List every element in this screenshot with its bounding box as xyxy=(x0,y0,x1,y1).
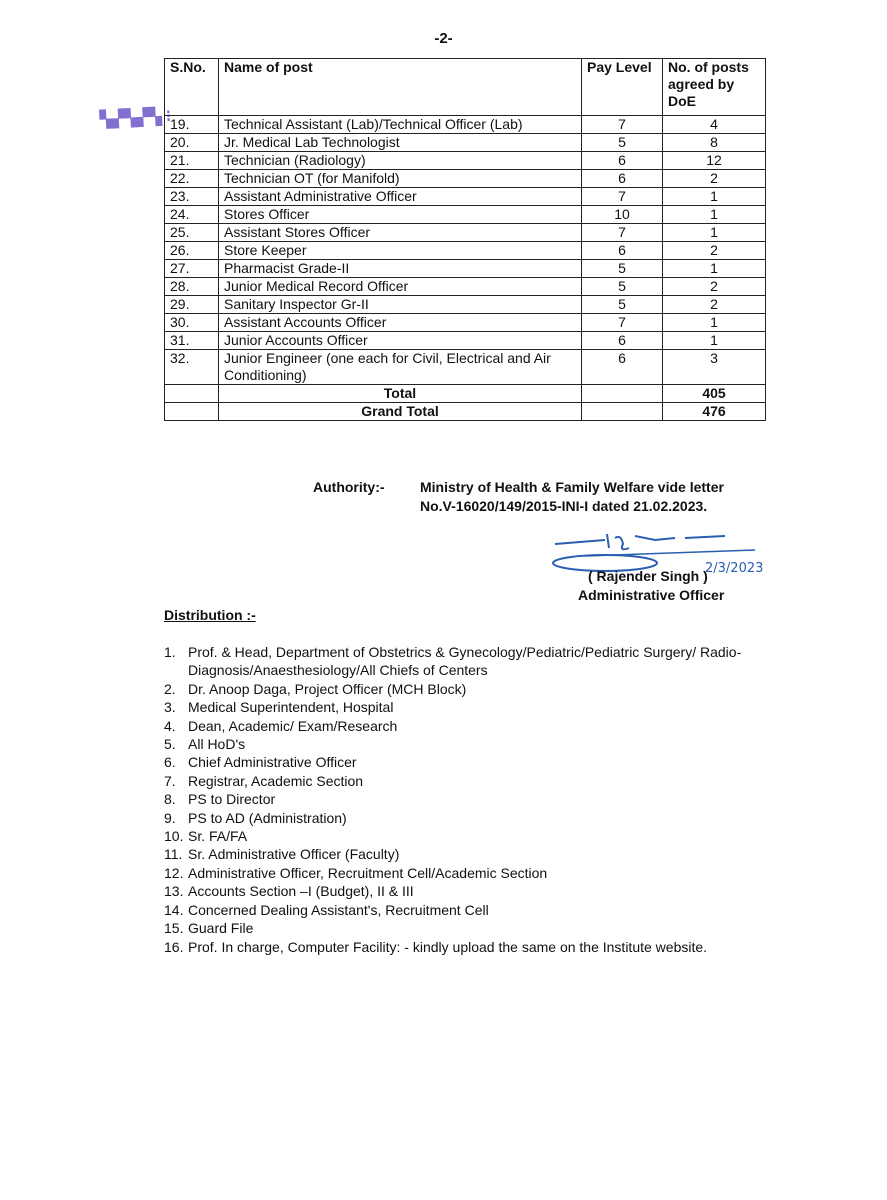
distribution-item xyxy=(164,938,784,956)
cell-pay-level: 7 xyxy=(582,116,663,134)
cell-pay-level: 6 xyxy=(582,242,663,260)
table-row xyxy=(165,152,766,170)
item-text: All HoD's xyxy=(188,736,246,753)
cell-post-name: Assistant Administrative Officer xyxy=(219,188,582,206)
cell-sno: 26. xyxy=(165,242,219,260)
item-number: 1. xyxy=(164,644,176,660)
item-number: 4. xyxy=(164,717,176,734)
table-row xyxy=(165,260,766,278)
cell-posts: 8 xyxy=(663,134,766,152)
distribution-item xyxy=(164,919,784,937)
cell-posts: 1 xyxy=(663,188,766,206)
cell-sno: 24. xyxy=(165,206,219,224)
item-text: Sr. FA/FA xyxy=(188,828,248,845)
cell-sno: 21. xyxy=(165,152,219,170)
distribution-item xyxy=(164,680,784,698)
cell-sno: 23. xyxy=(165,188,219,206)
cell-posts: 1 xyxy=(663,332,766,350)
item-number: 11. xyxy=(164,846,183,863)
cell-posts: 2 xyxy=(663,242,766,260)
cell-pay-level: 5 xyxy=(582,260,663,278)
distribution-item xyxy=(164,772,784,790)
item-text: Prof. In charge, Computer Facility: - kindly upload the same on the Institute website. xyxy=(188,938,708,955)
item-text: Prof. & Head, Department of Obstetrics & Gynecology/Pediatric/Pediatric Surgery/ Radio-Diagnosis/Anaesthesiology/All Chiefs of Centers xyxy=(188,644,742,679)
distribution-item xyxy=(164,790,784,808)
cell-pay-level: 6 xyxy=(582,350,663,385)
item-text: PS to AD (Administration) xyxy=(188,809,347,826)
ink-stamp: ▚▞▚▞▚ ⁝ xyxy=(99,108,172,129)
table-row xyxy=(165,242,766,260)
total-label: Total xyxy=(219,385,582,403)
cell-post-name: Junior Engineer (one each for Civil, Electrical and Air Conditioning) xyxy=(219,350,582,385)
cell-post-name: Technician OT (for Manifold) xyxy=(219,170,582,188)
table-row xyxy=(165,314,766,332)
distribution-item xyxy=(164,698,784,716)
item-text: Medical Superintendent, Hospital xyxy=(188,699,394,716)
total-value: 405 xyxy=(663,385,766,403)
cell-post-name: Stores Officer xyxy=(219,206,582,224)
cell-pay-level: 7 xyxy=(582,314,663,332)
item-number: 2. xyxy=(164,680,176,697)
table-row xyxy=(165,332,766,350)
distribution-list xyxy=(164,643,784,956)
svg-text:2/3/2023: 2/3/2023 xyxy=(705,561,764,576)
cell-post-name: Store Keeper xyxy=(219,242,582,260)
distribution-item xyxy=(164,753,784,771)
cell-pay-level: 10 xyxy=(582,206,663,224)
item-number: 5. xyxy=(164,736,176,753)
item-text: Sr. Administrative Officer (Faculty) xyxy=(188,846,400,863)
item-text: PS to Director xyxy=(188,791,276,808)
cell-pay-level: 7 xyxy=(582,188,663,206)
distribution-item xyxy=(164,901,784,919)
table-row xyxy=(165,188,766,206)
item-text: Dean, Academic/ Exam/Research xyxy=(188,717,398,734)
distribution-item xyxy=(164,717,784,735)
table-row xyxy=(165,278,766,296)
cell-posts: 4 xyxy=(663,116,766,134)
cell-pay-level: 6 xyxy=(582,170,663,188)
cell-sno: 29. xyxy=(165,296,219,314)
distribution-item xyxy=(164,827,784,845)
cell-posts: 2 xyxy=(663,296,766,314)
cell-posts: 1 xyxy=(663,314,766,332)
distribution-item xyxy=(164,735,784,753)
cell-pay-level: 7 xyxy=(582,224,663,242)
header-name: Name of post xyxy=(219,59,582,116)
posts-table xyxy=(164,58,766,421)
item-number: 13. xyxy=(164,883,184,900)
cell-posts: 1 xyxy=(663,206,766,224)
authority-label: Authority:- xyxy=(313,479,385,495)
distribution-item xyxy=(164,845,784,863)
item-number: 3. xyxy=(164,699,176,716)
cell-sno: 22. xyxy=(165,170,219,188)
cell-post-name: Sanitary Inspector Gr-II xyxy=(219,296,582,314)
distribution-item xyxy=(164,643,784,680)
item-number: 9. xyxy=(164,809,176,826)
cell-sno: 25. xyxy=(165,224,219,242)
cell-sno: 27. xyxy=(165,260,219,278)
distribution-heading: Distribution :- xyxy=(164,607,256,623)
cell-pay-level: 6 xyxy=(582,152,663,170)
item-number: 16. xyxy=(164,938,184,955)
grand-total-label: Grand Total xyxy=(219,403,582,421)
cell-post-name: Junior Accounts Officer xyxy=(219,332,582,350)
cell-post-name: Technical Assistant (Lab)/Technical Officer (Lab) xyxy=(219,116,582,134)
cell-post-name: Assistant Accounts Officer xyxy=(219,314,582,332)
grand-total-row xyxy=(165,403,766,421)
cell-sno: 30. xyxy=(165,314,219,332)
cell-sno: 31. xyxy=(165,332,219,350)
header-posts: No. of posts agreed by DoE xyxy=(663,59,766,116)
item-number: 8. xyxy=(164,791,176,808)
item-text: Administrative Officer, Recruitment Cell/Academic Section xyxy=(188,864,548,881)
item-text: Dr. Anoop Daga, Project Officer (MCH Block) xyxy=(188,680,467,697)
authority-line-1: Ministry of Health & Family Welfare vide letter xyxy=(420,479,724,495)
distribution-item xyxy=(164,864,784,882)
item-text: Registrar, Academic Section xyxy=(188,772,364,789)
page-number: -2- xyxy=(434,30,453,47)
cell-posts: 1 xyxy=(663,224,766,242)
table-row xyxy=(165,134,766,152)
cell-sno: 20. xyxy=(165,134,219,152)
cell-pay-level: 6 xyxy=(582,332,663,350)
item-number: 15. xyxy=(164,920,184,937)
cell-pay-level: 5 xyxy=(582,278,663,296)
cell-sno: 32. xyxy=(165,350,219,385)
table-row xyxy=(165,296,766,314)
cell-post-name: Assistant Stores Officer xyxy=(219,224,582,242)
item-text: Concerned Dealing Assistant's, Recruitment Cell xyxy=(188,901,489,918)
cell-sno: 28. xyxy=(165,278,219,296)
distribution-item xyxy=(164,882,784,900)
cell-pay-level: 5 xyxy=(582,134,663,152)
cell-post-name: Junior Medical Record Officer xyxy=(219,278,582,296)
cell-post-name: Jr. Medical Lab Technologist xyxy=(219,134,582,152)
signatory-name: ( Rajender Singh ) xyxy=(588,568,708,584)
table-row xyxy=(165,206,766,224)
table-row xyxy=(165,350,766,385)
header-pay: Pay Level xyxy=(582,59,663,116)
item-text: Guard File xyxy=(188,920,254,937)
authority-line-2: No.V-16020/149/2015-INI-I dated 21.02.2023. xyxy=(420,498,708,514)
cell-pay-level: 5 xyxy=(582,296,663,314)
item-text: Accounts Section –I (Budget), II & III xyxy=(188,883,414,900)
item-number: 12. xyxy=(164,864,184,881)
distribution-item xyxy=(164,809,784,827)
cell-posts: 1 xyxy=(663,260,766,278)
table-row xyxy=(165,170,766,188)
cell-post-name: Technician (Radiology) xyxy=(219,152,582,170)
header-sno: S.No. xyxy=(165,59,219,116)
grand-total-value: 476 xyxy=(663,403,766,421)
cell-posts: 2 xyxy=(663,278,766,296)
item-number: 10. xyxy=(164,828,184,845)
signatory-designation: Administrative Officer xyxy=(578,587,725,603)
cell-sno: 19. xyxy=(165,116,219,134)
cell-posts: 3 xyxy=(663,350,766,385)
item-number: 7. xyxy=(164,772,176,789)
table-row xyxy=(165,116,766,134)
table-header-row xyxy=(165,59,766,116)
table-row xyxy=(165,224,766,242)
cell-posts: 2 xyxy=(663,170,766,188)
item-text: Chief Administrative Officer xyxy=(188,754,357,771)
cell-post-name: Pharmacist Grade-II xyxy=(219,260,582,278)
cell-posts: 12 xyxy=(663,152,766,170)
item-number: 6. xyxy=(164,754,176,771)
item-number: 14. xyxy=(164,901,184,918)
total-row xyxy=(165,385,766,403)
